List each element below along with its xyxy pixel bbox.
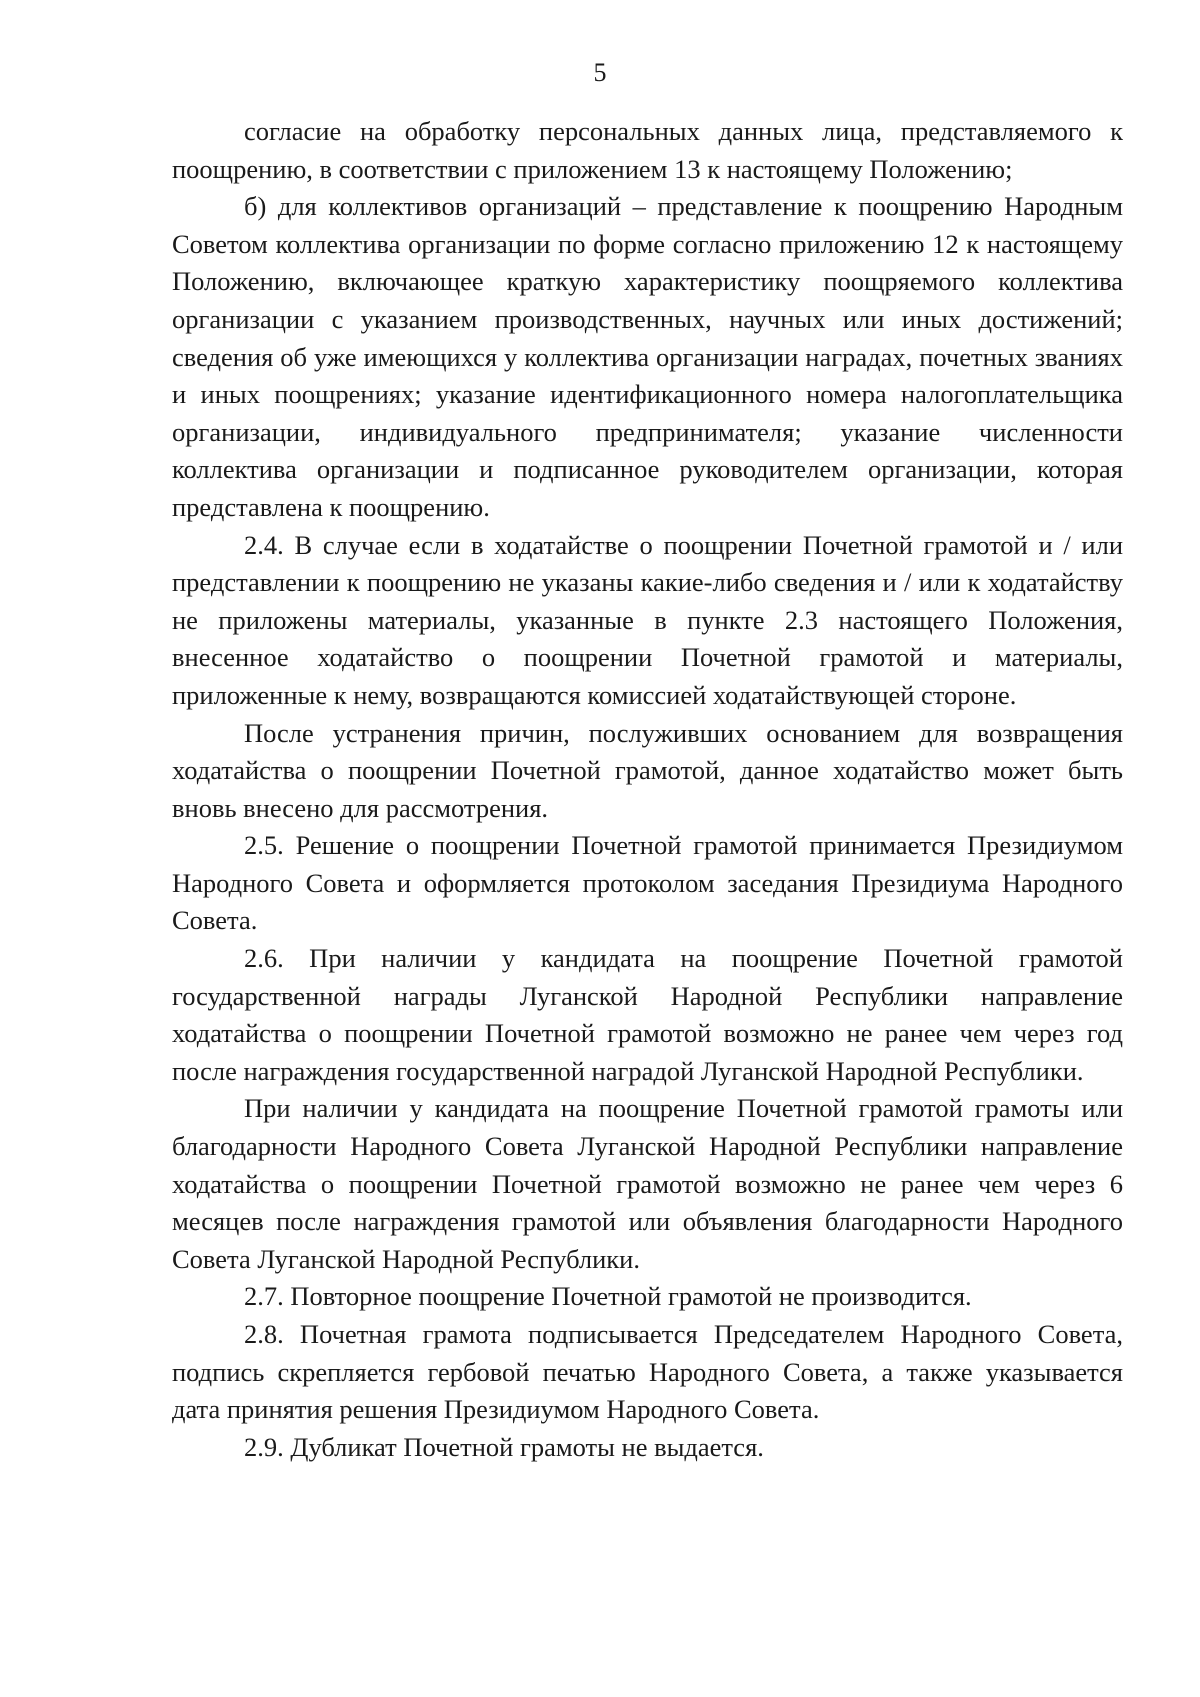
paragraph-2-4: 2.4. В случае если в ходатайстве о поощрении Почетной грамотой и / или представлении к поощрению не указаны какие-либо сведения и / или к ходатайству не приложены материалы, указанные в пункте 2.3 настоящего Положения, внесенное ходатайство о поощрении Почетной грамотой и материалы, приложенные к нему, возвращаются комиссией ходатайствующей стороне. bbox=[172, 529, 1123, 710]
page-number: 5 bbox=[593, 58, 607, 87]
document-body bbox=[172, 113, 1123, 1466]
paragraph-consent: согласие на обработку персональных данных лица, представляемого к поощрению, в соответствии с приложением 13 к настоящему Положению; bbox=[172, 116, 1123, 184]
paragraph-2-9: 2.9. Дубликат Почетной грамоты не выдается. bbox=[244, 1431, 764, 1462]
paragraph-2-6: 2.6. При наличии у кандидата на поощрение Почетной грамотой государственной награды Луганской Народной Республики направление ходатайства о поощрении Почетной грамотой возможно не ранее чем через год после награждения государственной наградой Луганской Народной Республики. bbox=[172, 943, 1123, 1086]
paragraph-2-7: 2.7. Повторное поощрение Почетной грамотой не производится. bbox=[244, 1281, 972, 1312]
paragraph-2-8: 2.8. Почетная грамота подписывается Председателем Народного Совета, подпись скрепляется гербовой печатью Народного Совета, а также указывается дата принятия решения Президиумом Народного Совета. bbox=[172, 1319, 1123, 1425]
paragraph-2-5: 2.5. Решение о поощрении Почетной грамотой принимается Президиумом Народного Совета и оформляется протоколом заседания Президиума Народного Совета. bbox=[172, 830, 1123, 936]
paragraph-collectives-submission: б) для коллективов организаций – представление к поощрению Народным Советом коллектива организации по форме согласно приложению 12 к настоящему Положению, включающее краткую характеристику поощряемого коллектива организации с указанием производственных, научных или иных достижений; сведения об уже имеющихся у коллектива организации наградах, почетных званиях и иных поощрениях; указание идентификационного номера налогоплательщика организации, индивидуального предпринимателя; указание численности коллектива организации и подписанное руководителем организации, которая представлена к поощрению. bbox=[172, 191, 1123, 522]
paragraph-2-6-second: При наличии у кандидата на поощрение Почетной грамотой грамоты или благодарности Народного Совета Луганской Народной Республики направление ходатайства о поощрении Почетной грамотой возможно не ранее чем через 6 месяцев после награждения грамотой или объявления благодарности Народного Совета Луганской Народной Республики. bbox=[172, 1093, 1123, 1274]
paragraph-2-4-resubmission: После устранения причин, послуживших основанием для возвращения ходатайства о поощрении Почетной грамотой, данное ходатайство может быть вновь внесено для рассмотрения. bbox=[172, 717, 1123, 823]
